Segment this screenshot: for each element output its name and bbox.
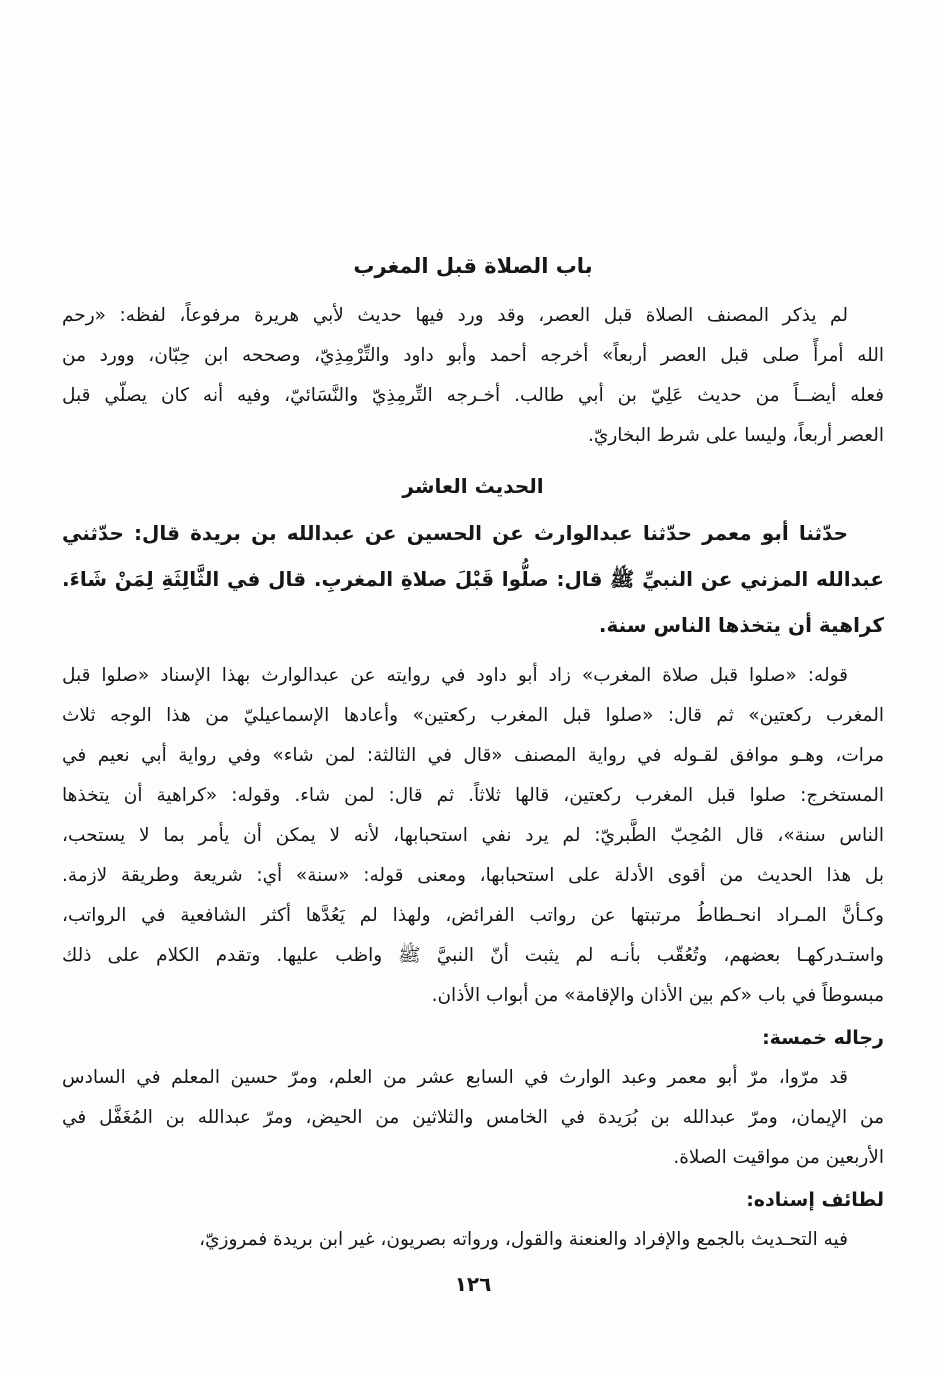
text-line: الأربعين من مواقيت الصلاة. [673,1147,884,1168]
text-line: من الإيمان، ومرّ عبدالله بن بُرَيدة في الخامس والثلاثين من الحيض، ومرّ عبدالله بن المُغَفَّل في [62,1107,884,1128]
text-line: مبسوطاً في باب «كم بين الأذان والإقامة» من أبواب الأذان. [431,985,884,1006]
text-line: عبدالله المزني عن النبيِّ ﷺ قال: صلُّوا قَبْلَ صلاةِ المغربِ. قال في الثَّالِثَةِ لِمَنْ شَاءَ. [62,567,884,591]
text-line: قوله: «صلوا قبل صلاة المغرب» زاد أبو داود في روايته عن عبدالوارث بهذا الإسناد «صلوا قبل [62,665,848,686]
commentary-paragraph [62,656,884,1016]
text-line: المستخرج: صلوا قبل المغرب ركعتين، قالها ثلاثاً. ثم قال: لمن شاء. وقوله: «كراهية أن يتخذها [62,785,884,806]
chapter-title: باب الصلاة قبل المغرب [353,254,593,278]
text-line: بل هذا الحديث من أقوى الأدلة على استحبابها، ومعنى قوله: «سنة» أي: شريعة وطريقة لازمة. [62,865,884,886]
text-line: الله أمرأً صلى قبل العصر أربعاً» أخرجه أحمد وأبو داود والتِّرْمِذِيّ، وصححه ابن حِبّان، وورد من [62,345,884,366]
text-line: لم يذكر المصنف الصلاة قبل العصر، وقد ورد فيها حديث لأبي هريرة مرفوعاً، لفظه: «رحم [62,305,848,326]
text-line: فيه التحـديث بالجمع والإفراد والعنعنة والقول، ورواته بصريون، غير ابن بريدة فمروزيّ، [199,1229,848,1250]
intro-paragraph [62,296,884,456]
text-line: واستـدركهـا بعضهم، وتُعُقّب بأنـه لم يثبت أنّ النبيَّ ﷺ واظب عليها. وتقدم الكلام على ذلك [62,945,884,966]
narrators-paragraph [62,1058,884,1178]
text-line: حدّثنا أبو معمر حدّثنا عبدالوارث عن الحسين عن عبدالله بن بريدة قال: حدّثني [62,521,848,545]
text-line: الناس سنة»، قال المُحِبّ الطَّبريّ: لم يرد نفي استحبابها، لأنه لا يمكن أن يأمر بما لا يستحب، [62,825,884,846]
hadith-paragraph [62,510,884,648]
narrators-heading: رجاله خمسة: [762,1027,884,1049]
text-line: العصر أربعاً، وليسا على شرط البخاريّ. [587,425,884,446]
hadith-number-heading: الحديث العاشر [402,474,544,498]
text-line: مرات، وهـو موافق لقـوله في رواية المصنف «قال في الثالثة: لمن شاء» وفي رواية أبي نعيم في [62,745,884,766]
text-line: قد مرّوا، مرّ أبو معمر وعبد الوارث في السابع عشر من العلم، ومرّ حسين المعلم في السادس [62,1067,848,1088]
text-line: فعله أيضــاً من حديث عَلِيّ بن أبي طالب. أخـرجه التِّرمِذِيّ والنَّسَائيّ، وفيه أنه كان يصلّي قبل [62,385,884,406]
text-line: وكـأنَّ المـراد انحـطاطُ مرتبتها عن رواتب الفرائض، ولهذا لم يَعُدَّها أكثر الشافعية في الرواتب، [62,905,884,926]
isnad-heading: لطائف إسناده: [746,1189,884,1211]
text-line: المغرب ركعتين» ثم قال: «صلوا قبل المغرب ركعتين» وأعادها الإسماعيليّ من هذا الوجه ثلاث [62,705,884,726]
text-line: كراهية أن يتخذها الناس سنة. [598,613,884,637]
isnad-paragraph [62,1220,884,1260]
page-number: ١٢٦ [454,1272,492,1296]
